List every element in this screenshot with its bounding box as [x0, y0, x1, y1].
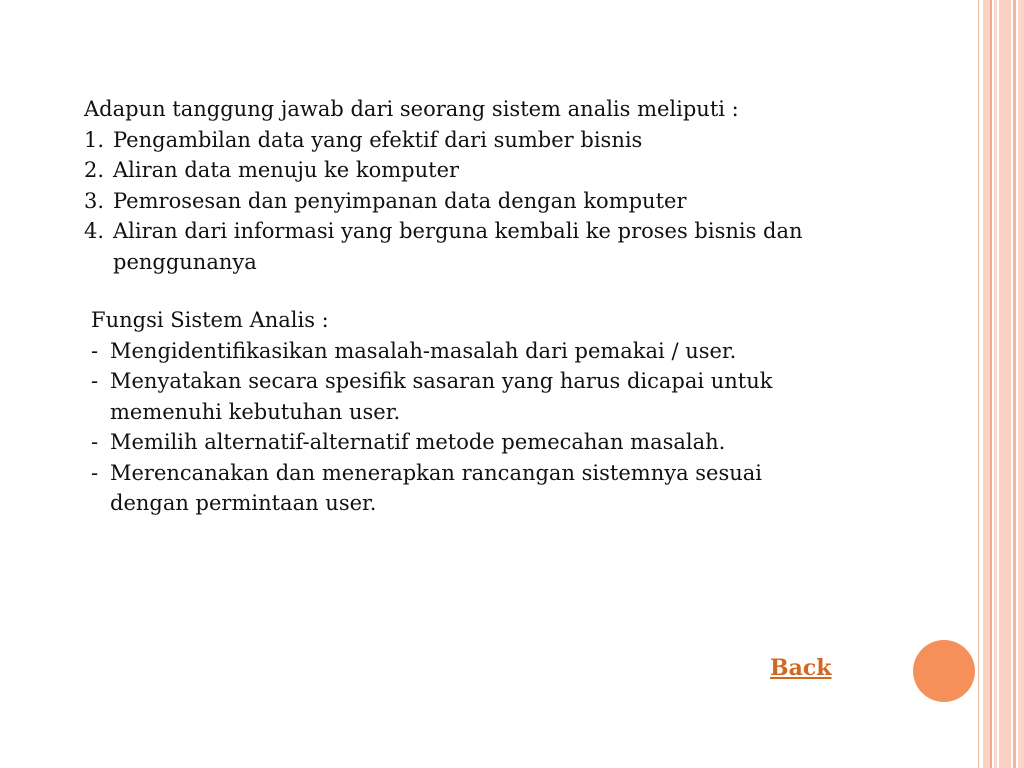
functions-heading: Fungsi Sistem Analis : — [91, 308, 329, 332]
bullet-text-continuation: memenuhi kebutuhan user. — [110, 399, 401, 424]
bullet-text: Mengidentifikasikan masalah-masalah dari pemakai / user. — [110, 338, 737, 363]
list-number: 3. — [84, 188, 105, 213]
decorative-stripe — [999, 0, 1011, 768]
bullet-text: Memilih alternatif-alternatif metode pemecahan masalah. — [110, 430, 726, 454]
decorative-stripe — [1013, 0, 1016, 768]
list-item — [84, 125, 914, 156]
list-number: 2. — [84, 158, 105, 182]
responsibilities-section — [84, 94, 914, 277]
bullet-text-continuation: dengan permintaan user. — [110, 491, 377, 515]
bullet-item — [91, 336, 921, 367]
bullet-item — [91, 427, 921, 458]
bullet-dash: - — [91, 338, 99, 363]
decorative-stripe — [994, 0, 997, 768]
decorative-stripe — [978, 0, 979, 768]
list-number: 4. — [84, 219, 105, 243]
decorative-stripe — [1018, 0, 1024, 768]
list-text-continuation: penggunanya — [113, 249, 257, 274]
list-text: Aliran dari informasi yang berguna kembali ke proses bisnis dan — [113, 219, 803, 243]
next-slide-circle-icon[interactable] — [913, 640, 975, 702]
bullet-text: Merencanakan dan menerapkan rancangan sistemnya sesuai — [110, 460, 763, 485]
bullet-item — [91, 458, 921, 519]
list-text: Pengambilan data yang efektif dari sumber bisnis — [113, 127, 643, 152]
list-text: Aliran data menuju ke komputer — [113, 158, 460, 182]
list-number: 1. — [84, 127, 105, 152]
bullet-dash: - — [91, 430, 99, 454]
bullet-item — [91, 366, 921, 427]
bullet-dash: - — [91, 369, 99, 393]
decorative-stripe — [983, 0, 990, 768]
bullet-dash: - — [91, 460, 99, 485]
list-text: Pemrosesan dan penyimpanan data dengan komputer — [113, 188, 687, 213]
list-item — [84, 216, 914, 277]
functions-section — [91, 305, 921, 519]
list-item — [84, 186, 914, 217]
list-item — [84, 155, 914, 186]
back-link[interactable]: Back — [770, 655, 832, 681]
responsibilities-heading: Adapun tanggung jawab dari seorang sistem analis meliputi : — [84, 97, 739, 121]
bullet-text: Menyatakan secara spesifik sasaran yang harus dicapai untuk — [110, 369, 773, 393]
decorative-stripe — [990, 0, 992, 768]
